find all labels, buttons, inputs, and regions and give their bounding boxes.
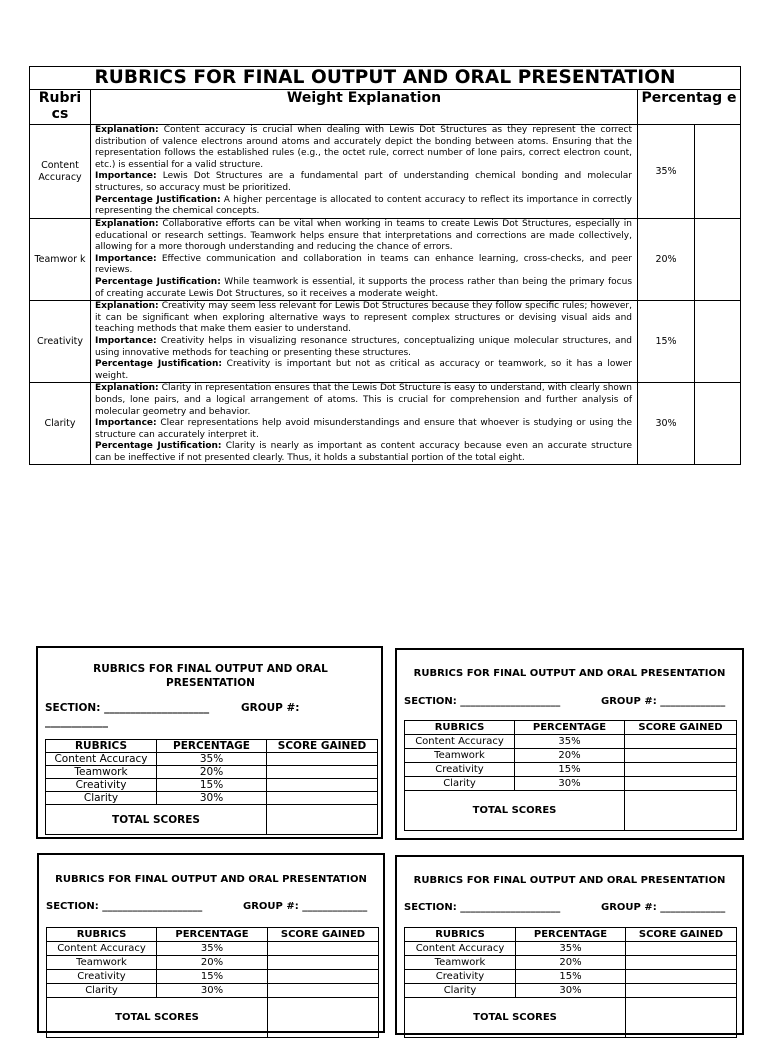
col-rubrics: RUBRICS: [46, 740, 157, 753]
importance-label: Importance:: [95, 253, 157, 264]
rubric-explanation: [91, 301, 638, 383]
rubric-card: [36, 646, 383, 839]
importance-text: Lewis Dot Structures are a fundamental part of understanding chemical bonding and molecular structures, so accuracy must be prioritized.: [95, 171, 632, 193]
group-field[interactable]: GROUP #: _____________: [601, 902, 726, 913]
table-row: [405, 749, 737, 763]
rubric-name: Teamwork: [405, 749, 515, 763]
justification-label: Percentage Justification:: [95, 194, 221, 205]
total-score-input[interactable]: [268, 998, 379, 1038]
score-input[interactable]: [267, 766, 378, 779]
score-input[interactable]: [625, 735, 737, 749]
score-input[interactable]: [626, 942, 737, 956]
rubric-name: Content Accuracy: [46, 753, 157, 766]
rubric-name: Content Accuracy: [47, 942, 157, 956]
total-scores-label: TOTAL SCORES: [46, 805, 267, 835]
importance-label: Importance:: [95, 335, 157, 346]
rubric-name: Teamwork: [405, 956, 516, 970]
score-input[interactable]: [626, 984, 737, 998]
justification-text: A higher percentage is allocated to content accuracy to reflect its importance in correctly representing the chemical concepts.: [95, 194, 632, 217]
col-percentage: PERCENTAGE: [157, 740, 267, 753]
rubric-percentage: 15%: [157, 970, 268, 984]
justification-text: Creativity is important but not as critical as accuracy or teamwork, so it has a lower weight.: [95, 359, 633, 381]
col-rubrics: RUBRICS: [405, 721, 515, 735]
page-title: RUBRICS FOR FINAL OUTPUT AND ORAL PRESENTATION: [30, 67, 741, 90]
table-row: [30, 383, 741, 465]
justification-text: While teamwork is essential, it supports the process rather than being the primary focus of creating accurate Lewis Dot Structures, so it receives a moderate weight.: [95, 276, 633, 299]
table-row: [47, 970, 379, 984]
section-field[interactable]: SECTION: ____________________: [404, 902, 561, 913]
total-score-input[interactable]: [625, 791, 737, 831]
rubric-name: Clarity: [30, 383, 91, 465]
rubric-percentage: 20%: [516, 956, 626, 970]
card-score-table: [404, 927, 737, 1038]
explanation-text: Creativity may seem less relevant for Lewis Dot Structures because they follow specific rules; however, it can be significant when exploring alternative ways to represent complex structures or devising visual aids and teaching methods that make them easier to understand.: [95, 301, 632, 335]
rubric-name: Teamwor k: [30, 219, 91, 301]
table-row: [30, 125, 741, 219]
score-input[interactable]: [267, 753, 378, 766]
justification-label: Percentage Justification:: [95, 441, 222, 452]
col-percentage: PERCENTAGE: [516, 928, 626, 942]
rubric-name: Creativity: [46, 779, 157, 792]
score-input[interactable]: [625, 777, 737, 791]
table-row: [30, 219, 741, 301]
header-percentage: Percentag e: [638, 90, 741, 125]
importance-label: Importance:: [95, 418, 157, 429]
header-weight-explanation: Weight Explanation: [91, 90, 638, 125]
rubric-name: Creativity: [405, 763, 515, 777]
col-score-gained: SCORE GAINED: [268, 928, 379, 942]
explanation-label: Explanation:: [95, 301, 159, 312]
rubric-percentage: 20%: [157, 956, 268, 970]
table-row: [405, 735, 737, 749]
score-input[interactable]: [625, 749, 737, 763]
rubric-percentage: 35%: [157, 753, 267, 766]
rubric-name: Content Accuracy: [405, 942, 516, 956]
rubric-name: Teamwork: [47, 956, 157, 970]
rubric-name: Creativity: [405, 970, 516, 984]
total-scores-label: TOTAL SCORES: [405, 791, 625, 831]
rubric-percentage: 35%: [516, 942, 626, 956]
total-scores-label: TOTAL SCORES: [405, 998, 626, 1038]
importance-text: Effective communication and collaboration in teams can enhance learning, cross-checks, and peer reviews.: [95, 253, 632, 276]
group-field[interactable]: GROUP #:: [241, 702, 300, 714]
rubric-card: [37, 853, 385, 1033]
rubric-percentage: 30%: [638, 383, 695, 465]
rubric-percentage: 35%: [515, 735, 625, 749]
rubric-percentage: 15%: [515, 763, 625, 777]
col-score-gained: SCORE GAINED: [626, 928, 737, 942]
rubric-percentage: 35%: [157, 942, 268, 956]
card-score-table: [45, 739, 378, 835]
score-input[interactable]: [268, 984, 379, 998]
score-cell: [695, 301, 741, 383]
explanation-label: Explanation:: [95, 125, 159, 135]
table-row: [405, 984, 737, 998]
score-input[interactable]: [626, 956, 737, 970]
group-field[interactable]: GROUP #: _____________: [243, 901, 368, 912]
table-row: [405, 763, 737, 777]
rubric-card: [395, 855, 744, 1035]
explanation-text: Collaborative efforts can be vital when working in teams to create Lewis Dot Structures, especially in educational or research settings. Teamwork helps ensure that interpretations and corrections are made collectively, allowing for a more thorough understanding and reducing the chance of errors.: [95, 219, 632, 253]
table-row: [46, 792, 378, 805]
col-score-gained: SCORE GAINED: [267, 740, 378, 753]
total-scores-label: TOTAL SCORES: [47, 998, 268, 1038]
rubric-name: Clarity: [46, 792, 157, 805]
rubric-percentage: 30%: [515, 777, 625, 791]
score-input[interactable]: [267, 779, 378, 792]
rubric-percentage: 15%: [157, 779, 267, 792]
table-row: [47, 942, 379, 956]
score-input[interactable]: [625, 763, 737, 777]
table-row: [405, 777, 737, 791]
justification-text: Clarity is nearly as important as content accuracy because even an accurate structure can be ineffective if not presented clearly. Thus, it holds a substantial portion of the total eight.: [95, 441, 632, 463]
table-row: [47, 984, 379, 998]
rubric-name: Content Accuracy: [405, 735, 515, 749]
total-score-input[interactable]: [267, 805, 378, 835]
card-title: RUBRICS FOR FINAL OUTPUT AND ORAL PRESENTATION: [55, 874, 367, 885]
table-row: [46, 753, 378, 766]
explanation-label: Explanation:: [95, 383, 159, 394]
explanation-label: Explanation:: [95, 219, 159, 229]
rubric-name: Creativity: [30, 301, 91, 383]
table-row: [30, 301, 741, 383]
section-field[interactable]: SECTION: ____________________: [404, 696, 561, 707]
rubric-name: Clarity: [47, 984, 157, 998]
score-input[interactable]: [267, 792, 378, 805]
score-cell: [695, 383, 741, 465]
rubric-percentage: 20%: [638, 219, 695, 301]
rubric-percentage: 35%: [638, 125, 695, 219]
col-percentage: PERCENTAGE: [515, 721, 625, 735]
explanation-text: Content accuracy is crucial when dealing with Lewis Dot Structures as they represent the correct distribution of valence electrons around atoms and accurately depict the bonding between atoms. Ensuring that the representation follows the established rules (e.g., the octet rule, correct number of lone pairs, correct electron count, etc.) is essential for a valid structure.: [95, 125, 632, 170]
score-cell: [695, 219, 741, 301]
rubric-name: Creativity: [47, 970, 157, 984]
col-percentage: PERCENTAGE: [157, 928, 268, 942]
col-rubrics: RUBRICS: [405, 928, 516, 942]
card-score-table: [46, 927, 379, 1038]
score-input[interactable]: [268, 970, 379, 984]
rubric-percentage: 15%: [638, 301, 695, 383]
importance-label: Importance:: [95, 171, 157, 182]
score-input[interactable]: [626, 970, 737, 984]
rubric-explanation: [91, 383, 638, 465]
card-title: RUBRICS FOR FINAL OUTPUT AND ORAL PRESENTATION: [93, 663, 328, 689]
table-row: [46, 779, 378, 792]
rubric-percentage: 30%: [516, 984, 626, 998]
rubric-explanation: [91, 219, 638, 301]
header-rubrics: Rubri cs: [30, 90, 91, 125]
rubric-name: Teamwork: [46, 766, 157, 779]
section-field[interactable]: SECTION: ____________________: [45, 702, 210, 714]
card-score-table: [404, 720, 737, 831]
rubric-percentage: 30%: [157, 984, 268, 998]
rubric-name: Clarity: [405, 777, 515, 791]
total-score-input[interactable]: [626, 998, 737, 1038]
score-input[interactable]: [268, 956, 379, 970]
rubric-percentage: 30%: [157, 792, 267, 805]
justification-label: Percentage Justification:: [95, 276, 221, 287]
importance-text: Creativity helps in visualizing resonance structures, conceptualizing unique molecular structures, and using innovative methods for teaching or presenting these structures.: [95, 335, 632, 358]
rubric-percentage: 20%: [157, 766, 267, 779]
rubrics-table: [29, 66, 741, 465]
card-title: RUBRICS FOR FINAL OUTPUT AND ORAL PRESENTATION: [413, 875, 726, 886]
importance-text: Clear representations help avoid misunderstandings and ensure that whoever is studying or using the structure can accurately interpret it.: [95, 418, 632, 440]
rubric-explanation: [91, 125, 638, 219]
rubric-percentage: 20%: [515, 749, 625, 763]
table-row: [405, 942, 737, 956]
col-rubrics: RUBRICS: [47, 928, 157, 942]
table-row: [46, 766, 378, 779]
rubric-percentage: 15%: [516, 970, 626, 984]
section-field[interactable]: SECTION: ____________________: [46, 901, 203, 912]
score-input[interactable]: [268, 942, 379, 956]
card-title: RUBRICS FOR FINAL OUTPUT AND ORAL PRESENTATION: [413, 668, 726, 679]
score-cell: [695, 125, 741, 219]
justification-label: Percentage Justification:: [95, 359, 222, 370]
rubric-card: [395, 648, 744, 840]
table-row: [405, 970, 737, 984]
table-row: [405, 956, 737, 970]
col-score-gained: SCORE GAINED: [625, 721, 737, 735]
section-field-tail: ____________: [45, 716, 108, 728]
rubric-name: Clarity: [405, 984, 516, 998]
explanation-text: Clarity in representation ensures that the Lewis Dot Structure is easy to understand, with clearly shown bonds, lone pairs, and a logical arrangement of atoms. This is crucial for comprehension and further analysis of molecular geometry and behavior.: [95, 383, 632, 417]
rubric-name: Content Accuracy: [30, 125, 91, 219]
table-row: [47, 956, 379, 970]
group-field[interactable]: GROUP #: _____________: [601, 696, 726, 707]
